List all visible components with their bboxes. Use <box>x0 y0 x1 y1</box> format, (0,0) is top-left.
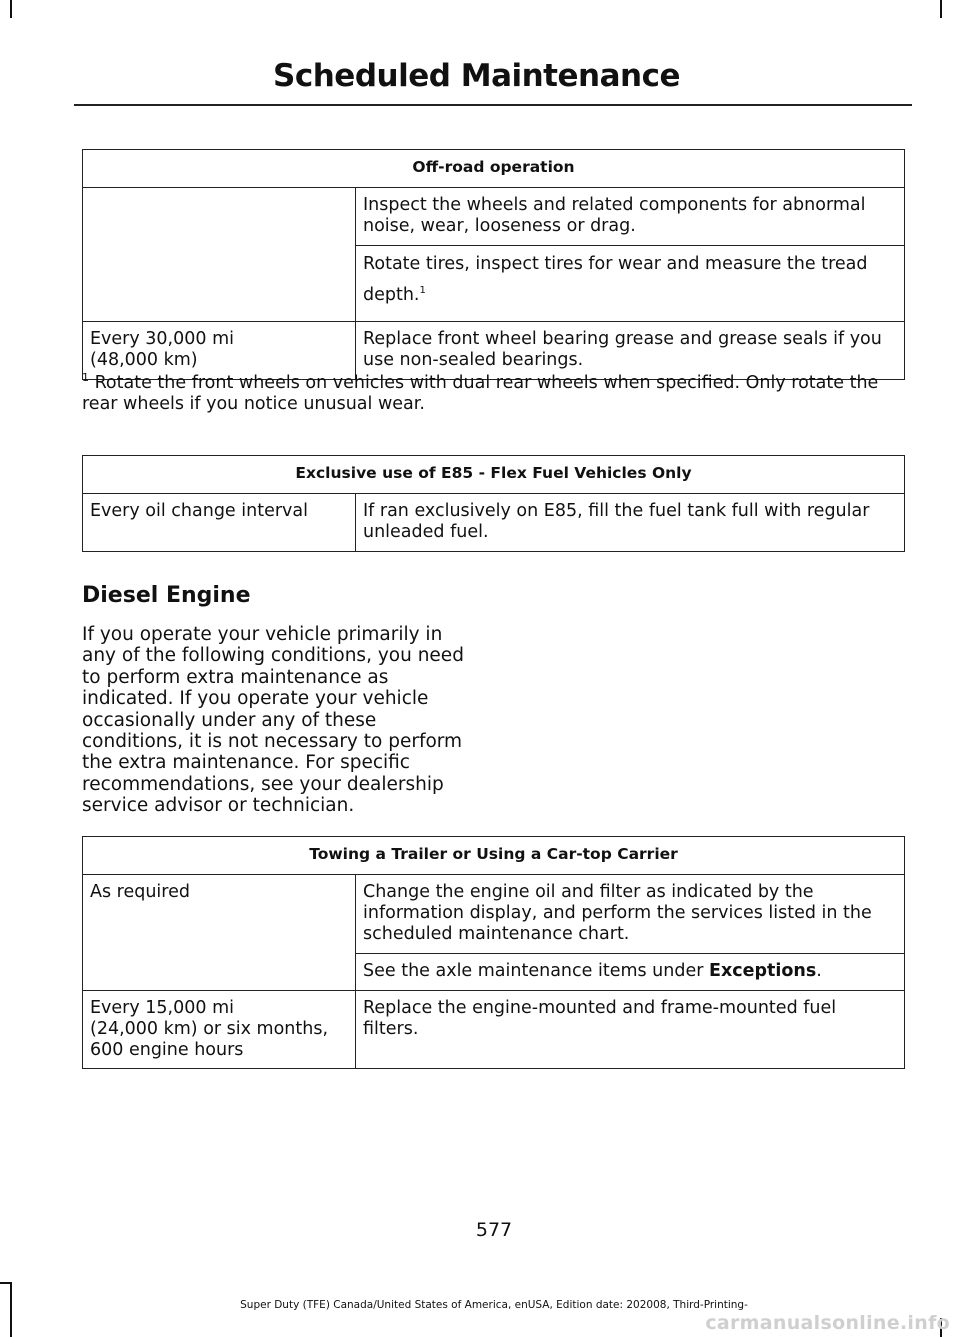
towing-row3-interval-line1: Every 15,000 mi <box>90 998 234 1018</box>
towing-row3-interval-line2: (24,000 km) or six months, <box>90 1019 329 1039</box>
footnote <box>82 373 905 415</box>
towing-row1-interval: As required <box>83 875 356 991</box>
towing-row3-text: Replace the engine-mounted and frame-mounted fuel filters. <box>356 991 905 1069</box>
towing-row3-interval <box>83 991 356 1069</box>
towing-row2-cell <box>356 954 905 991</box>
e85-table-title: Exclusive use of E85 - Flex Fuel Vehicles Only <box>83 456 905 494</box>
towing-table-title: Towing a Trailer or Using a Car-top Carrier <box>83 837 905 875</box>
offroad-row3-text: Replace front wheel bearing grease and grease seals if you use non-sealed bearings. <box>356 322 905 380</box>
offroad-row3-interval <box>83 322 356 380</box>
section-paragraph: If you operate your vehicle primarily in any of the following conditions, you need to perform extra maintenance as indicated. If you operate your vehicle occasionally under any of these conditions, it is not necessary to perform the extra maintenance. For specific recommendations, see your dealership service advisor or technician. <box>82 624 464 817</box>
exceptions-reference: Exceptions <box>709 961 817 981</box>
page-title: Scheduled Maintenance <box>273 58 680 94</box>
offroad-table <box>82 149 905 380</box>
footnote-marker: 1 <box>82 371 89 385</box>
e85-interval: Every oil change interval <box>83 494 356 552</box>
e85-text: If ran exclusively on E85, fill the fuel tank full with regular unleaded fuel. <box>356 494 905 552</box>
towing-row2-suffix: . <box>816 961 822 981</box>
offroad-row2-cell <box>356 246 905 322</box>
offroad-row2-footnote-ref: 1 <box>419 285 426 297</box>
crop-mark-top-right <box>940 0 942 18</box>
header-rule <box>74 104 912 106</box>
section-heading: Diesel Engine <box>82 583 251 608</box>
crop-mark-bottom-left-h <box>0 1282 12 1284</box>
offroad-table-title: Off-road operation <box>83 150 905 188</box>
page-number: 577 <box>475 1219 513 1241</box>
offroad-row3-interval-line1: Every 30,000 mi <box>90 329 234 349</box>
offroad-row2-text: Rotate tires, inspect tires for wear and measure the tread depth. <box>363 254 868 305</box>
towing-row1-text: Change the engine oil and filter as indicated by the information display, and perform the services listed in the scheduled maintenance chart. <box>356 875 905 954</box>
offroad-row1-text: Inspect the wheels and related components for abnormal noise, wear, looseness or drag. <box>356 188 905 246</box>
e85-table <box>82 455 905 552</box>
offroad-empty-interval-cell <box>83 188 356 322</box>
towing-row3-interval-line3: 600 engine hours <box>90 1040 244 1060</box>
offroad-row3-interval-line2: (48,000 km) <box>90 350 198 370</box>
edition-line: Super Duty (TFE) Canada/United States of America, enUSA, Edition date: 202008, Third-Printing- <box>240 1299 748 1311</box>
towing-row2-prefix: See the axle maintenance items under <box>363 961 710 981</box>
watermark: carmanualsonline.info <box>705 1312 950 1334</box>
footnote-text: Rotate the front wheels on vehicles with dual rear wheels when specified. Only rotate the rear wheels if you notice unusual wear. <box>82 373 879 414</box>
towing-table <box>82 836 905 1069</box>
crop-mark-top-left <box>10 0 12 18</box>
